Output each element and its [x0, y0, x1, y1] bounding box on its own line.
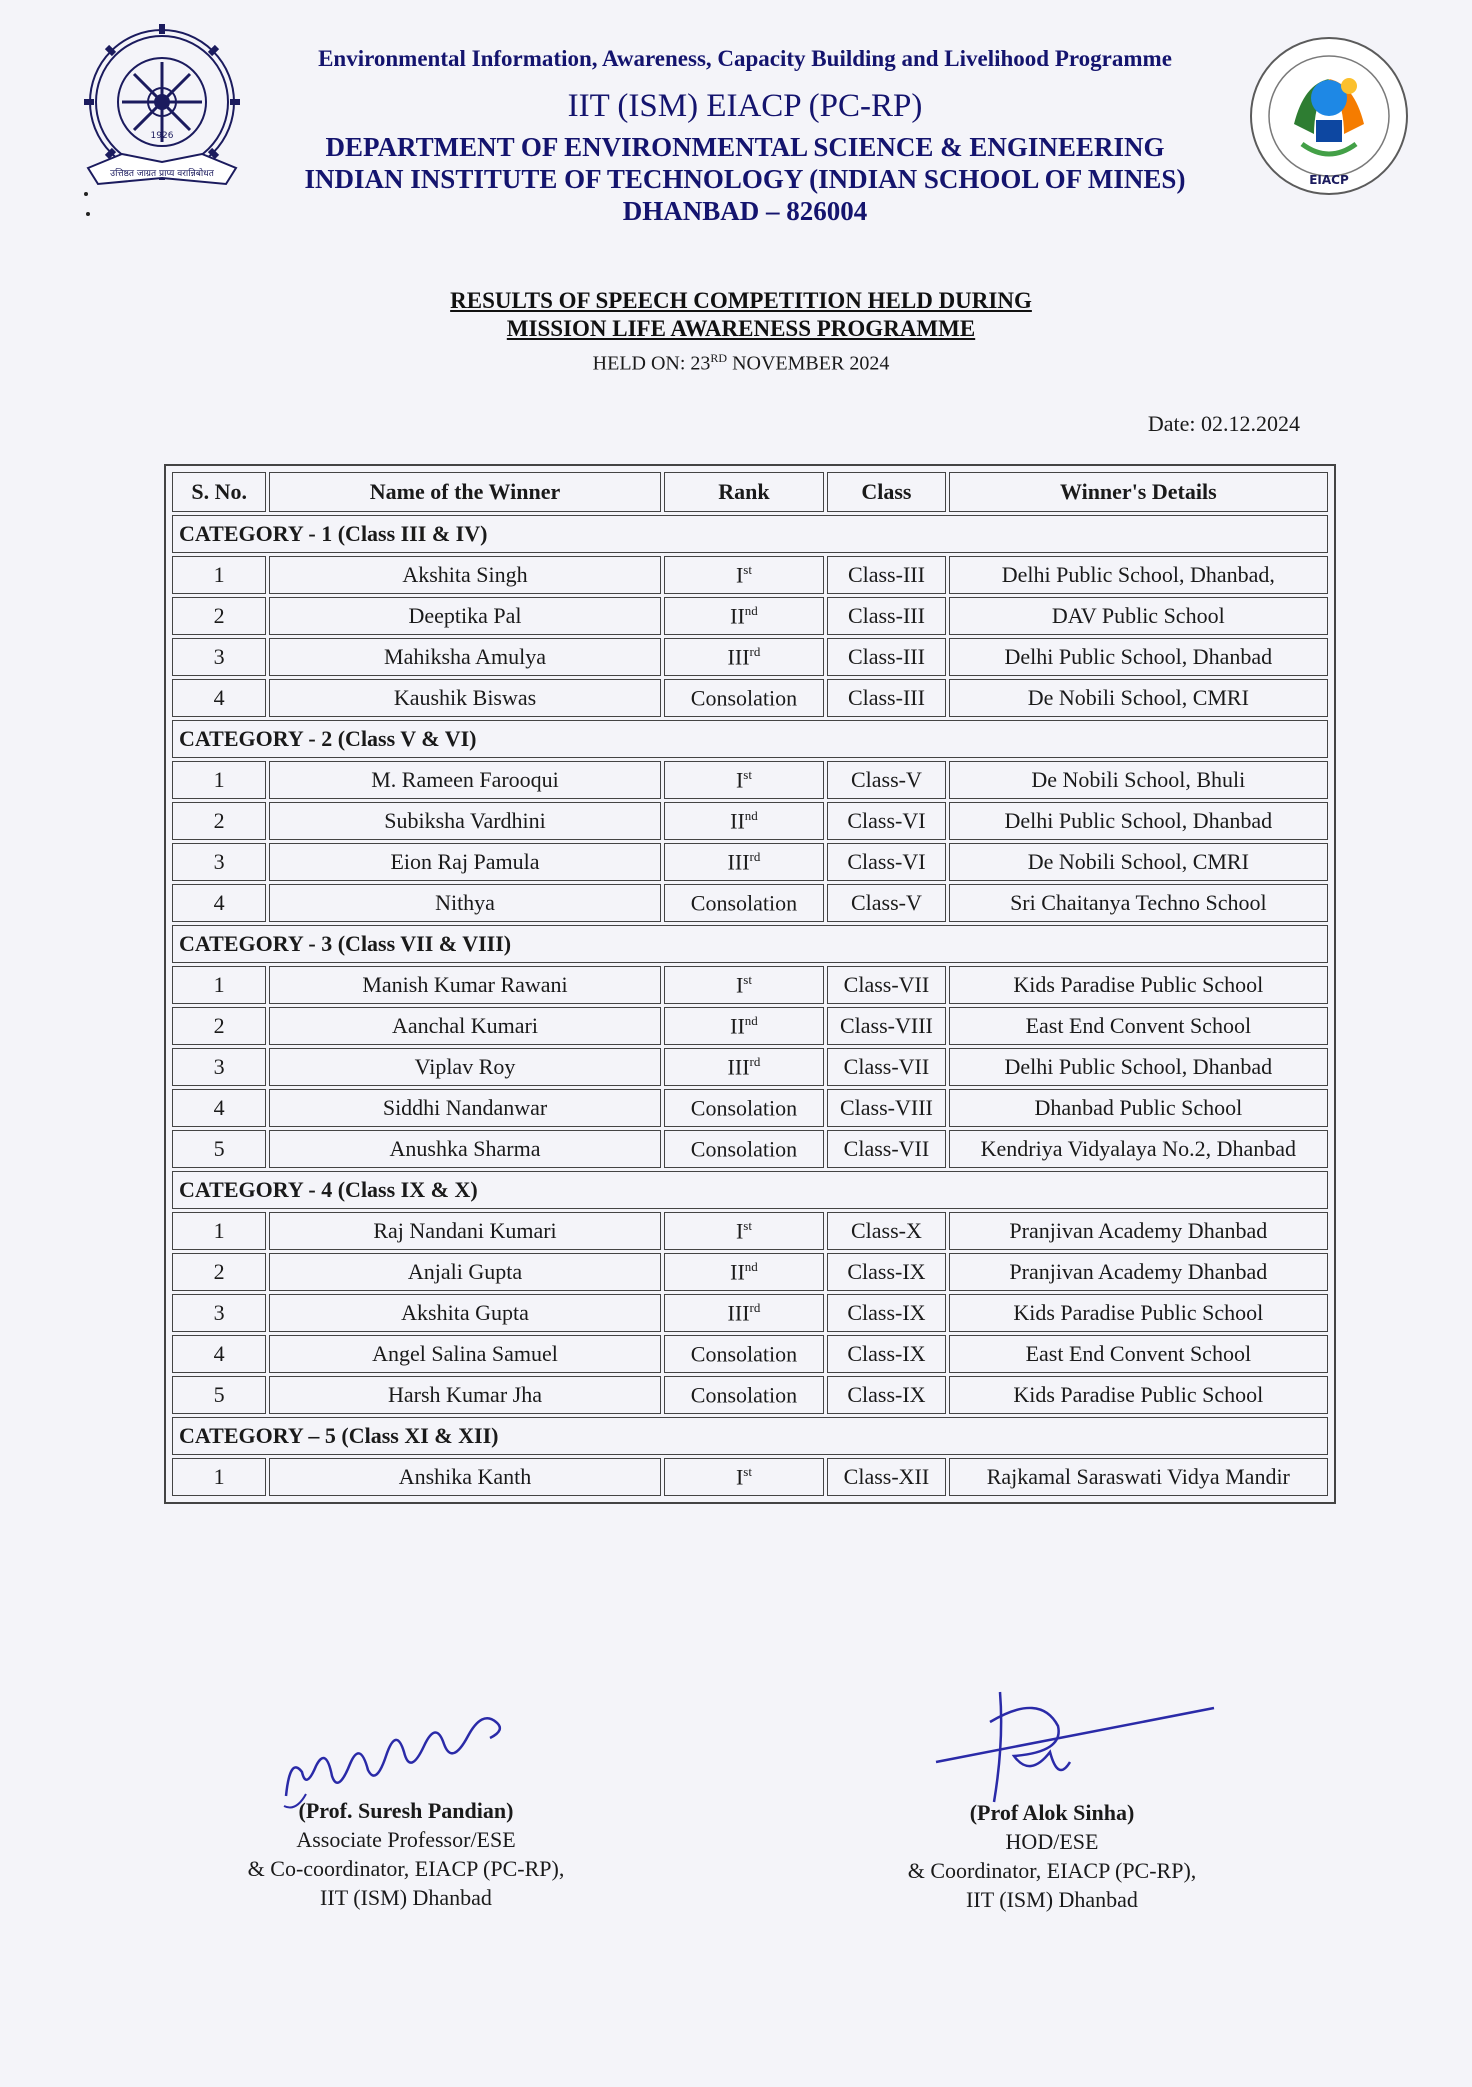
- cell-class: Class-VII: [827, 1130, 945, 1168]
- cell-sno: 5: [172, 1130, 266, 1168]
- cell-details: Kids Paradise Public School: [949, 1294, 1328, 1332]
- rank-suffix: st: [743, 1463, 752, 1479]
- cell-rank: [664, 597, 825, 635]
- table-row: [172, 1048, 1328, 1086]
- table-row: [172, 556, 1328, 594]
- signatory-designation-right: HOD/ESE: [1005, 1829, 1099, 1854]
- table-row: [172, 638, 1328, 676]
- cell-rank: [664, 1335, 825, 1373]
- cell-name: Harsh Kumar Jha: [269, 1376, 660, 1414]
- cell-class: Class-IX: [827, 1376, 945, 1414]
- cell-name: Deeptika Pal: [269, 597, 660, 635]
- rank-base: III: [727, 644, 750, 670]
- cell-class: Class-VI: [827, 843, 945, 881]
- table-row: [172, 597, 1328, 635]
- cell-details: Sri Chaitanya Techno School: [949, 884, 1328, 922]
- results-table: [169, 469, 1331, 1499]
- rank-suffix: rd: [749, 1299, 761, 1315]
- cell-sno: 1: [172, 1458, 266, 1496]
- cell-sno: 1: [172, 556, 266, 594]
- cell-rank: [664, 884, 825, 922]
- cell-class: Class-XII: [827, 1458, 945, 1496]
- cell-rank: [664, 1253, 825, 1291]
- header-title: IIT (ISM) EIACP (PC-RP): [567, 88, 923, 124]
- signatory-role-right: & Coordinator, EIACP (PC-RP),: [907, 1858, 1197, 1883]
- signatory-org-right: IIT (ISM) Dhanbad: [966, 1887, 1138, 1912]
- cell-name: M. Rameen Farooqui: [269, 761, 660, 799]
- table-row: [172, 966, 1328, 1004]
- cell-name: Akshita Gupta: [269, 1294, 660, 1332]
- cell-sno: 2: [172, 802, 266, 840]
- department-name: DEPARTMENT OF ENVIRONMENTAL SCIENCE & ENGINEERING: [325, 132, 1165, 162]
- cell-sno: 1: [172, 761, 266, 799]
- table-row: [172, 1007, 1328, 1045]
- held-on: HELD ON: 23RD NOVEMBER 2024: [592, 351, 890, 375]
- cell-sno: 2: [172, 1253, 266, 1291]
- cell-details: Kids Paradise Public School: [949, 966, 1328, 1004]
- cell-name: Siddhi Nandanwar: [269, 1089, 660, 1127]
- cell-name: Subiksha Vardhini: [269, 802, 660, 840]
- cell-details: Dhanbad Public School: [949, 1089, 1328, 1127]
- cell-name: Nithya: [269, 884, 660, 922]
- table-row: [172, 1458, 1328, 1496]
- cell-details: De Nobili School, Bhuli: [949, 761, 1328, 799]
- result-title-line2: MISSION LIFE AWARENESS PROGRAMME: [506, 316, 976, 341]
- cell-class: Class-VIII: [827, 1089, 945, 1127]
- rank-base: III: [727, 1054, 750, 1080]
- cell-rank: [664, 1376, 825, 1414]
- cell-class: Class-VII: [827, 966, 945, 1004]
- rank-base: II: [730, 1013, 745, 1039]
- rank-base: III: [727, 1300, 750, 1326]
- programme-name: Environmental Information, Awareness, Capacity Building and Livelihood Programme: [318, 46, 1172, 71]
- table-row: [172, 1253, 1328, 1291]
- rank-base: Consolation: [690, 1341, 798, 1367]
- cell-name: Anushka Sharma: [269, 1130, 660, 1168]
- rank-suffix: st: [743, 971, 752, 987]
- cell-name: Angel Salina Samuel: [269, 1335, 660, 1373]
- table-row: [172, 843, 1328, 881]
- category-row: [172, 720, 1328, 758]
- rank-suffix: rd: [749, 1053, 761, 1069]
- header-sno: S. No.: [172, 472, 266, 512]
- table-row: [172, 1376, 1328, 1414]
- rank-base: I: [735, 1464, 744, 1490]
- signature-block-left: [206, 1796, 606, 1912]
- rank-base: II: [730, 808, 745, 834]
- signatory-name-left: (Prof. Suresh Pandian): [298, 1798, 514, 1823]
- cell-name: Raj Nandani Kumari: [269, 1212, 660, 1250]
- header-name: Name of the Winner: [269, 472, 660, 512]
- rank-suffix: rd: [749, 643, 761, 659]
- cell-details: Pranjivan Academy Dhanbad: [949, 1212, 1328, 1250]
- rank-base: Consolation: [690, 1095, 798, 1121]
- cell-rank: [664, 1007, 825, 1045]
- signatory-role-left: & Co-coordinator, EIACP (PC-RP),: [247, 1856, 565, 1881]
- cell-class: Class-III: [827, 556, 945, 594]
- table-row: [172, 679, 1328, 717]
- category-label: CATEGORY - 4 (Class IX & X): [172, 1171, 1328, 1209]
- cell-details: Kendriya Vidyalaya No.2, Dhanbad: [949, 1130, 1328, 1168]
- eiacp-emblem-icon: [1244, 24, 1414, 216]
- table-row: [172, 802, 1328, 840]
- document-date: Date: 02.12.2024: [1147, 411, 1300, 436]
- table-row: [172, 884, 1328, 922]
- results-body: [172, 515, 1328, 1496]
- cell-sno: 1: [172, 1212, 266, 1250]
- table-row: [172, 1212, 1328, 1250]
- category-label: CATEGORY - 3 (Class VII & VIII): [172, 925, 1328, 963]
- cell-sno: 1: [172, 966, 266, 1004]
- cell-sno: 2: [172, 1007, 266, 1045]
- rank-suffix: st: [743, 766, 752, 782]
- cell-rank: [664, 761, 825, 799]
- table-row: [172, 1130, 1328, 1168]
- cell-rank: [664, 802, 825, 840]
- rank-suffix: nd: [744, 1012, 758, 1028]
- rank-base: Consolation: [690, 1136, 798, 1162]
- cell-name: Manish Kumar Rawani: [269, 966, 660, 1004]
- rank-base: III: [727, 849, 750, 875]
- cell-name: Akshita Singh: [269, 556, 660, 594]
- header-details: Winner's Details: [949, 472, 1328, 512]
- cell-name: Eion Raj Pamula: [269, 843, 660, 881]
- cell-rank: [664, 1048, 825, 1086]
- category-row: [172, 925, 1328, 963]
- logo-year: 1926: [150, 131, 174, 141]
- cell-rank: [664, 638, 825, 676]
- table-row: [172, 761, 1328, 799]
- rank-suffix: st: [743, 1217, 752, 1233]
- cell-details: Pranjivan Academy Dhanbad: [949, 1253, 1328, 1291]
- cell-class: Class-V: [827, 884, 945, 922]
- cell-name: Anshika Kanth: [269, 1458, 660, 1496]
- signatory-name-right: (Prof Alok Sinha): [969, 1800, 1135, 1825]
- cell-name: Aanchal Kumari: [269, 1007, 660, 1045]
- cell-details: Rajkamal Saraswati Vidya Mandir: [949, 1458, 1328, 1496]
- cell-rank: [664, 1089, 825, 1127]
- cell-sno: 3: [172, 638, 266, 676]
- cell-class: Class-III: [827, 679, 945, 717]
- cell-class: Class-III: [827, 597, 945, 635]
- category-label: CATEGORY - 1 (Class III & IV): [172, 515, 1328, 553]
- table-row: [172, 1294, 1328, 1332]
- rank-suffix: nd: [744, 602, 758, 618]
- cell-details: Delhi Public School, Dhanbad: [949, 638, 1328, 676]
- rank-suffix: st: [743, 561, 752, 577]
- rank-base: I: [735, 972, 744, 998]
- eiacp-label: EIACP: [1309, 173, 1349, 187]
- rank-base: I: [735, 1218, 744, 1244]
- cell-class: Class-VI: [827, 802, 945, 840]
- cell-sno: 2: [172, 597, 266, 635]
- cell-sno: 5: [172, 1376, 266, 1414]
- cell-sno: 3: [172, 843, 266, 881]
- rank-base: I: [735, 562, 744, 588]
- rank-suffix: nd: [744, 1258, 758, 1274]
- category-row: [172, 1417, 1328, 1455]
- category-label: CATEGORY – 5 (Class XI & XII): [172, 1417, 1328, 1455]
- signatory-designation-left: Associate Professor/ESE: [296, 1827, 516, 1852]
- rank-base: Consolation: [690, 890, 798, 916]
- header-class: Class: [827, 472, 945, 512]
- cell-details: De Nobili School, CMRI: [949, 679, 1328, 717]
- result-title-line1: RESULTS OF SPEECH COMPETITION HELD DURING: [450, 288, 1032, 313]
- institute-name: INDIAN INSTITUTE OF TECHNOLOGY (INDIAN SCHOOL OF MINES): [304, 164, 1186, 194]
- cell-name: Mahiksha Amulya: [269, 638, 660, 676]
- cell-class: Class-X: [827, 1212, 945, 1250]
- rank-base: II: [730, 1259, 745, 1285]
- cell-rank: [664, 556, 825, 594]
- cell-rank: [664, 1294, 825, 1332]
- cell-rank: [664, 966, 825, 1004]
- cell-details: De Nobili School, CMRI: [949, 843, 1328, 881]
- signatory-org-left: IIT (ISM) Dhanbad: [320, 1885, 492, 1910]
- cell-details: Delhi Public School, Dhanbad,: [949, 556, 1328, 594]
- results-table-frame: [164, 464, 1336, 1504]
- cell-class: Class-VII: [827, 1048, 945, 1086]
- rank-suffix: nd: [744, 807, 758, 823]
- signature-block-right: [852, 1798, 1252, 1914]
- rank-suffix: rd: [749, 848, 761, 864]
- cell-class: Class-VIII: [827, 1007, 945, 1045]
- cell-details: East End Convent School: [949, 1335, 1328, 1373]
- iit-ism-emblem-icon: [76, 18, 248, 220]
- cell-name: Kaushik Biswas: [269, 679, 660, 717]
- cell-rank: [664, 1212, 825, 1250]
- cell-details: DAV Public School: [949, 597, 1328, 635]
- cell-name: Anjali Gupta: [269, 1253, 660, 1291]
- cell-sno: 3: [172, 1048, 266, 1086]
- cell-class: Class-IX: [827, 1335, 945, 1373]
- table-row: [172, 1335, 1328, 1373]
- cell-class: Class-V: [827, 761, 945, 799]
- cell-sno: 4: [172, 1089, 266, 1127]
- category-row: [172, 515, 1328, 553]
- cell-rank: [664, 1458, 825, 1496]
- rank-base: I: [735, 767, 744, 793]
- cell-rank: [664, 679, 825, 717]
- cell-details: Delhi Public School, Dhanbad: [949, 1048, 1328, 1086]
- category-row: [172, 1171, 1328, 1209]
- cell-sno: 3: [172, 1294, 266, 1332]
- rank-base: Consolation: [690, 1382, 798, 1408]
- rank-base: Consolation: [690, 685, 798, 711]
- category-label: CATEGORY - 2 (Class V & VI): [172, 720, 1328, 758]
- logo-motto: उत्तिष्ठत जाग्रत प्राप्य वरान्निबोधत: [110, 169, 214, 179]
- header-rank: Rank: [664, 472, 825, 512]
- cell-sno: 4: [172, 884, 266, 922]
- cell-name: Viplav Roy: [269, 1048, 660, 1086]
- table-row: [172, 1089, 1328, 1127]
- cell-rank: [664, 843, 825, 881]
- cell-sno: 4: [172, 1335, 266, 1373]
- cell-rank: [664, 1130, 825, 1168]
- cell-details: Delhi Public School, Dhanbad: [949, 802, 1328, 840]
- rank-base: II: [730, 603, 745, 629]
- cell-class: Class-IX: [827, 1294, 945, 1332]
- cell-details: Kids Paradise Public School: [949, 1376, 1328, 1414]
- city-address: DHANBAD – 826004: [622, 196, 868, 226]
- cell-class: Class-IX: [827, 1253, 945, 1291]
- table-header-row: [172, 472, 1328, 512]
- cell-class: Class-III: [827, 638, 945, 676]
- cell-sno: 4: [172, 679, 266, 717]
- cell-details: East End Convent School: [949, 1007, 1328, 1045]
